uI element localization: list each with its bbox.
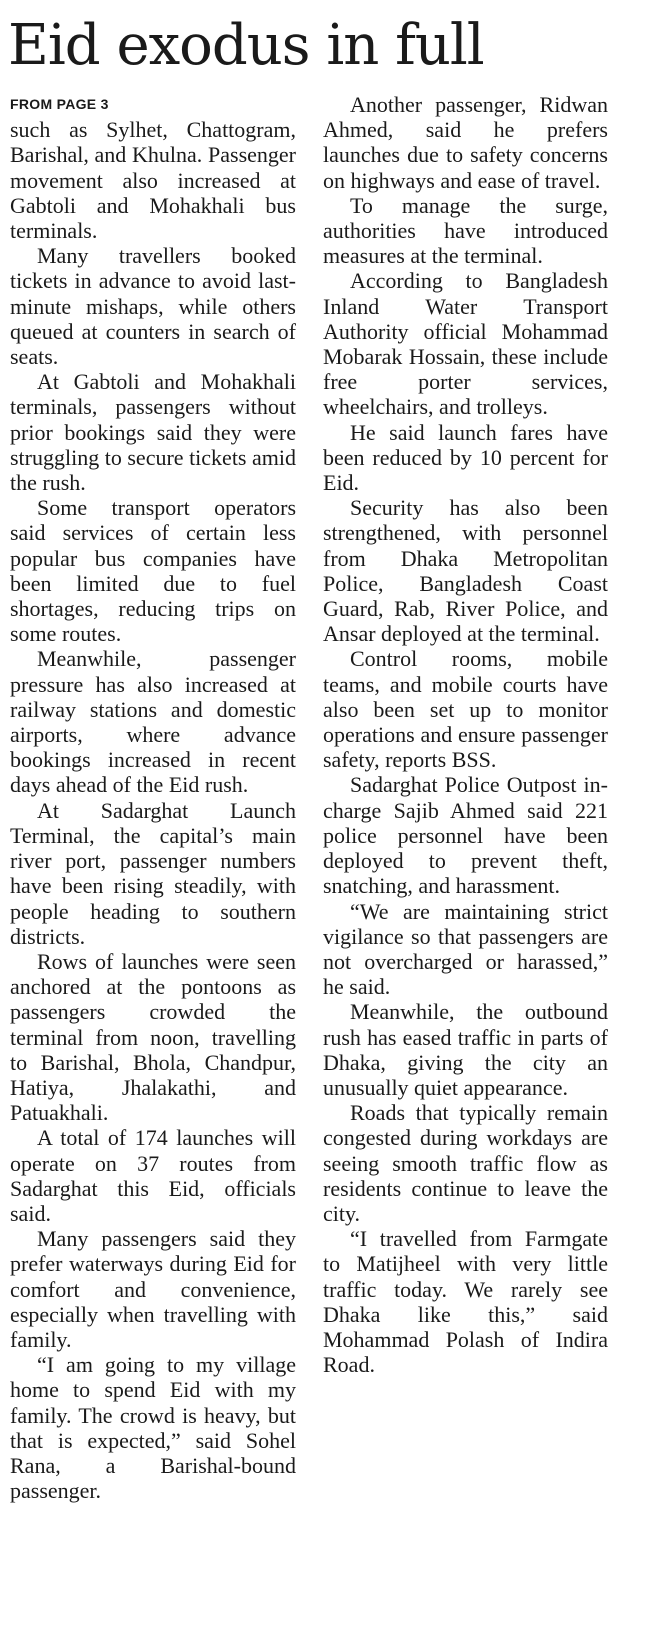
paragraph: According to Bangladesh Inland Water Transport Authority official Mohammad Mobarak Hossain, these include free porter services, wheelchairs, and trolleys. bbox=[323, 268, 608, 420]
paragraph: Sadarghat Police Outpost in-charge Sajib Ahmed said 221 police personnel have been deployed to prevent theft, snatching, and harassment. bbox=[323, 772, 608, 899]
paragraph: Meanwhile, the outbound rush has eased traffic in parts of Dhaka, giving the city an unusually quiet appearance. bbox=[323, 999, 608, 1100]
paragraph: Roads that typically remain congested during workdays are seeing smooth traffic flow as residents continue to leave the city. bbox=[323, 1100, 608, 1226]
paragraph: Rows of launches were seen anchored at the pontoons as passengers crowded the terminal from noon, travelling to Barishal, Bhola, Chandpur, Hatiya, Jhalakathi, and Patuakhali. bbox=[10, 948, 296, 1126]
paragraph: Security has also been strengthened, with personnel from Dhaka Metropolitan Police, Bangladesh Coast Guard, Rab, River Police, and Ansar deployed at the terminal. bbox=[323, 495, 608, 647]
paragraph: To manage the surge, authorities have introduced measures at the terminal. bbox=[323, 192, 608, 269]
paragraph: “I am going to my village home to spend Eid with my family. The crowd is heavy, but that is expected,” said Sohel Rana, a Barishal-bound passenger. bbox=[10, 1352, 296, 1504]
paragraph: Meanwhile, passenger pressure has also increased at railway stations and domestic airports, where advance bookings increased in recent days ahead of the Eid rush. bbox=[10, 646, 296, 798]
paragraph: A total of 174 launches will operate on 37 routes from Sadarghat this Eid, officials said. bbox=[10, 1125, 296, 1226]
paragraph: At Sadarghat Launch Terminal, the capital’s main river port, passenger numbers have been rising steadily, with people heading to southern districts. bbox=[10, 797, 296, 949]
paragraph: Another passenger, Ridwan Ahmed, said he prefers launches due to safety concerns on highways and ease of travel. bbox=[323, 92, 608, 193]
paragraph: He said launch fares have been reduced by 10 percent for Eid. bbox=[323, 419, 608, 496]
paragraph: Many passengers said they prefer waterways during Eid for comfort and convenience, especially when travelling with family. bbox=[10, 1226, 296, 1352]
paragraph: Control rooms, mobile teams, and mobile courts have also been set up to monitor operations and ensure passenger safety, reports BSS. bbox=[323, 646, 608, 773]
paragraph: such as Sylhet, Chattogram, Barishal, and Khulna. Passenger movement also increased at Gabtoli and Mohakhali bus terminals. bbox=[10, 117, 296, 244]
article-column-right bbox=[323, 92, 608, 1377]
continuation-kicker: FROM PAGE 3 bbox=[10, 96, 109, 112]
paragraph: “We are maintaining strict vigilance so that passengers are not overcharged or harassed,” he said. bbox=[323, 898, 608, 1000]
paragraph: Some transport operators said services of certain less popular bus companies have been limited due to fuel shortages, reducing trips on some routes. bbox=[10, 495, 296, 647]
paragraph: “I travelled from Farmgate to Matijheel with very little traffic today. We rarely see Dhaka like this,” said Mohammad Polash of Indira Road. bbox=[323, 1226, 608, 1378]
paragraph: At Gabtoli and Mohakhali terminals, passengers without prior bookings said they were struggling to secure tickets amid the rush. bbox=[10, 369, 296, 496]
article-column-left bbox=[10, 92, 296, 1503]
headline: Eid exodus in full bbox=[8, 13, 484, 78]
paragraph: Many travellers booked tickets in advance to avoid last-minute mishaps, while others queued at counters in search of seats. bbox=[10, 243, 296, 370]
